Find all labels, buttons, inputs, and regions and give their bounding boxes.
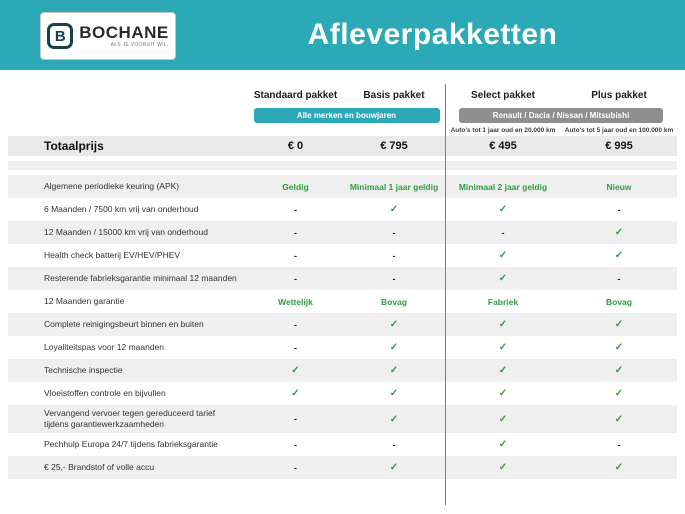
column-header-plus-pakket: Plus pakket xyxy=(591,89,647,101)
dash-mark: - xyxy=(501,227,505,238)
dash-mark: - xyxy=(294,342,297,353)
empty-row xyxy=(8,161,677,170)
feature-value-text: Minimaal 1 jaar geldig xyxy=(349,181,439,192)
check-icon: ✓ xyxy=(498,204,508,215)
feature-row xyxy=(8,456,677,479)
feature-label: 12 Maanden garantie xyxy=(44,295,125,306)
check-icon: ✓ xyxy=(498,342,508,353)
feature-label: 6 Maanden / 7500 km vrij van onderhoud xyxy=(44,203,199,214)
subnote-select-pakket: Auto's tot 1 jaar oud en 20.000 km xyxy=(450,126,556,134)
feature-value-text: Bovag xyxy=(381,296,407,307)
feature-label: Vloeistoffen controle en bijvullen xyxy=(44,387,166,398)
feature-value-text: Nieuw xyxy=(606,181,632,192)
dash-mark: - xyxy=(294,273,297,284)
feature-value-text: Geldig xyxy=(282,181,309,192)
check-icon: ✓ xyxy=(614,413,624,425)
check-icon: ✓ xyxy=(389,204,399,215)
total-price-basis: € 795 xyxy=(380,140,408,152)
total-price-select: € 495 xyxy=(489,140,517,152)
check-icon: ✓ xyxy=(389,462,399,474)
check-icon: ✓ xyxy=(614,250,624,261)
dash-mark: - xyxy=(392,439,396,450)
feature-row xyxy=(8,336,677,359)
check-icon: ✓ xyxy=(291,365,300,376)
feature-rows xyxy=(8,175,677,479)
feature-label: € 25,- Brandstof of volle accu xyxy=(44,462,155,473)
feature-row xyxy=(8,313,677,336)
feature-row xyxy=(8,405,677,433)
bochane-logo-icon: B xyxy=(47,23,73,49)
check-icon: ✓ xyxy=(614,227,624,238)
group-divider xyxy=(445,84,446,505)
dash-mark: - xyxy=(294,414,297,425)
feature-label: Technische inspectie xyxy=(44,364,123,375)
column-header-basis-pakket: Basis pakket xyxy=(363,89,425,101)
check-icon: ✓ xyxy=(498,319,508,330)
bochane-logo xyxy=(40,12,176,60)
total-price-row xyxy=(8,136,677,156)
feature-label: Loyaliteitspas voor 12 maanden xyxy=(44,341,165,352)
dash-mark: - xyxy=(294,250,297,261)
feature-label: Resterende fabrieksgarantie minimaal 12 maanden xyxy=(44,272,237,283)
dash-mark: - xyxy=(294,462,297,473)
check-icon: ✓ xyxy=(614,365,624,376)
group-badge-row xyxy=(8,106,677,124)
feature-label: Algemene periodieke keuring (APK) xyxy=(44,180,180,191)
check-icon: ✓ xyxy=(498,462,508,474)
feature-label: Complete reinigingsbeurt binnen en buiten xyxy=(44,318,204,329)
column-header-standaard-pakket: Standaard pakket xyxy=(253,89,338,101)
check-icon: ✓ xyxy=(291,388,300,399)
total-price-label: Totaalprijs xyxy=(44,139,104,153)
badge-brands: Renault / Dacia / Nissan / Mitsubishi xyxy=(459,108,663,123)
subnote-row xyxy=(8,124,677,136)
check-icon: ✓ xyxy=(614,462,624,474)
check-icon: ✓ xyxy=(498,273,508,284)
dash-mark: - xyxy=(617,273,621,284)
subnote-plus-pakket: Auto's tot 5 jaar oud en 100.000 km xyxy=(564,126,674,134)
check-icon: ✓ xyxy=(614,388,624,399)
feature-row xyxy=(8,382,677,405)
feature-row xyxy=(8,290,677,313)
check-icon: ✓ xyxy=(498,388,508,399)
check-icon: ✓ xyxy=(389,388,399,399)
bochane-logo-name: BOCHANE xyxy=(79,23,169,42)
check-icon: ✓ xyxy=(614,342,624,353)
package-comparison-table xyxy=(8,70,677,479)
dash-mark: - xyxy=(392,227,396,238)
check-icon: ✓ xyxy=(498,439,508,451)
dash-mark: - xyxy=(294,204,297,215)
dash-mark: - xyxy=(392,250,396,261)
feature-label: Health check batterij EV/HEV/PHEV xyxy=(44,249,181,260)
total-price-plus: € 995 xyxy=(605,140,633,152)
feature-row xyxy=(8,175,677,198)
feature-value-text: Minimaal 2 jaar geldig xyxy=(458,181,548,192)
page-title: Afleverpakketten xyxy=(307,18,558,51)
column-header-select-pakket: Select pakket xyxy=(471,89,535,101)
dash-mark: - xyxy=(392,273,396,284)
dash-mark: - xyxy=(294,227,297,238)
feature-row xyxy=(8,244,677,267)
dash-mark: - xyxy=(294,439,297,450)
dash-mark: - xyxy=(617,204,621,215)
feature-value-text: Fabriek xyxy=(487,296,519,307)
check-icon: ✓ xyxy=(614,319,624,330)
feature-label: 12 Maanden / 15000 km vrij van onderhoud xyxy=(44,226,208,237)
check-icon: ✓ xyxy=(389,319,399,330)
feature-row xyxy=(8,221,677,244)
feature-row xyxy=(8,267,677,290)
check-icon: ✓ xyxy=(498,250,508,261)
badge-alle-merken: Alle merken en bouwjaren xyxy=(254,108,440,123)
feature-row xyxy=(8,198,677,221)
dash-mark: - xyxy=(617,439,621,450)
feature-label: Vervangend vervoer tegen gereduceerd tarief tijdens garantiewerkzaamheden xyxy=(44,408,216,430)
feature-value-text: Wettelijk xyxy=(278,296,313,307)
package-header-row xyxy=(8,84,677,106)
check-icon: ✓ xyxy=(389,342,399,353)
feature-row xyxy=(8,359,677,382)
feature-label: Pechhulp Europa 24/7 tijdens fabrieksgarantie xyxy=(44,439,218,450)
feature-row xyxy=(8,433,677,456)
check-icon: ✓ xyxy=(389,365,399,376)
feature-value-text: Bovag xyxy=(606,296,632,307)
total-price-standaard: € 0 xyxy=(287,140,304,152)
check-icon: ✓ xyxy=(498,413,508,425)
dash-mark: - xyxy=(294,319,297,330)
bochane-logo-text xyxy=(79,24,168,48)
bochane-logo-tagline: ALS JE VOORUIT WIL. xyxy=(110,42,169,48)
check-icon: ✓ xyxy=(498,365,508,376)
top-header xyxy=(0,0,685,70)
check-icon: ✓ xyxy=(389,413,399,425)
